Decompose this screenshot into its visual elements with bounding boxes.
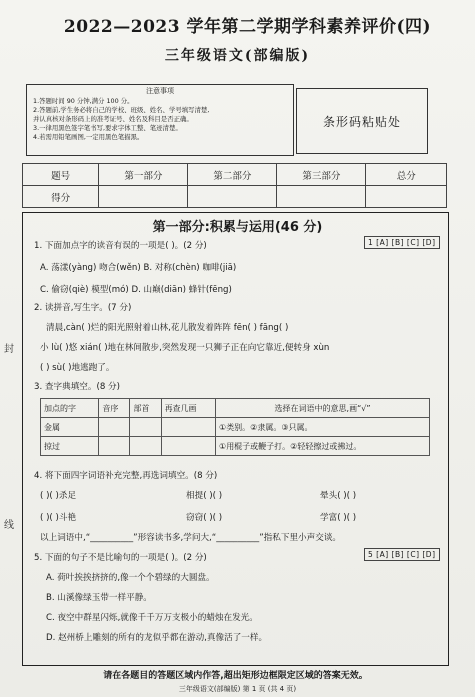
notice-box	[26, 84, 294, 156]
barcode-label: 条形码粘贴处	[322, 114, 401, 129]
score-cell[interactable]	[99, 186, 188, 208]
idiom-blank[interactable]: 窃窃( )( )	[186, 513, 223, 523]
notice-line: 3.一律用黑色签字笔书写,要求字体工整、笔迹清楚。	[33, 124, 182, 132]
notice-line: 并认真核对条形码上的准考证号、姓名及科目是否正确。	[33, 115, 193, 123]
seal-mark: 封	[4, 344, 14, 355]
q4-fill-sentence: 以上词语中,“__________”形容读书多,学问大,“__________”指私下里小声交谈。	[40, 533, 342, 543]
score-header: 第一部分	[99, 164, 188, 186]
score-cell[interactable]	[188, 186, 277, 208]
dict-cell[interactable]	[161, 418, 215, 437]
dict-cell[interactable]	[130, 437, 161, 456]
q2-line2: 小 lù( )悠 xián( )地在林间散步,突然发现一只狮子正在向它靠近,便转身 xùn	[40, 343, 330, 353]
notice-line: 2.答题前,学生务必将自己的学校、班级、姓名、学号填写清楚,	[33, 106, 210, 114]
q5-option-c: C. 夜空中群星闪烁,就像千千万万支极小的蜡烛在发光。	[46, 613, 258, 623]
q5-stem: 5. 下面的句子不是比喻句的一项是( )。(2 分)	[34, 553, 207, 563]
idiom-blank[interactable]: 晕头( )( )	[320, 491, 357, 501]
dictionary-table	[40, 398, 430, 456]
dict-header: 再查几画	[161, 399, 215, 418]
idiom-blank[interactable]: 相提( )( )	[186, 491, 223, 501]
dict-meaning: ①用棍子或鞭子打。②轻轻擦过或拂过。	[216, 437, 430, 456]
barcode-area	[296, 88, 428, 154]
q5-answer-box[interactable]: 5 [A] [B] [C] [D]	[364, 548, 440, 561]
section-title: 第一部分:积累与运用(46 分)	[152, 220, 323, 235]
dict-cell[interactable]	[130, 418, 161, 437]
q5-option-d: D. 赵州桥上雕刻的所有的龙似乎都在游动,真像活了一样。	[46, 633, 268, 643]
line-mark: 线	[4, 520, 14, 531]
score-header: 第二部分	[188, 164, 277, 186]
dict-cell[interactable]	[99, 437, 130, 456]
q2-line3: ( ) sù( )地逃跑了。	[40, 363, 115, 373]
answer-region-warning: 请在各题目的答题区域内作答,超出矩形边框限定区域的答案无效。	[103, 671, 368, 681]
q3-stem: 3. 查字典填空。(8 分)	[34, 382, 120, 392]
q1-options-row2: C. 偷窃(qiè) 模型(mó) D. 山巅(diān) 蜂针(fēng)	[40, 285, 232, 295]
notice-line: 4.若需用铅笔画图,一定用黑色笔描黑。	[33, 133, 144, 141]
dict-header: 部首	[130, 399, 161, 418]
idiom-blank[interactable]: 学富( )( )	[320, 513, 357, 523]
q5-option-b: B. 山溪像绿玉带一样平静。	[46, 593, 152, 603]
q4-stem: 4. 将下面四字词语补充完整,再选词填空。(8 分)	[34, 471, 218, 481]
score-row-label: 得分	[23, 186, 99, 208]
idiom-blank[interactable]: ( )( )杀足	[40, 491, 77, 501]
dict-cell[interactable]	[99, 418, 130, 437]
score-cell[interactable]	[366, 186, 447, 208]
notice-line: 1.答题时间 90 分钟,满分 100 分。	[33, 97, 134, 105]
q5-option-a: A. 荷叶挨挨挤挤的,像一个个碧绿的大圆盘。	[46, 573, 215, 583]
page-footer: 三年级语文(部编版) 第 1 页 (共 4 页)	[178, 685, 297, 693]
dict-word: 掠过	[41, 437, 99, 456]
dict-header: 选择在词语中的意思,画“√”	[216, 399, 430, 418]
q2-line1: 清晨,càn( )烂的阳光照射着山林,花儿散发着阵阵 fēn( ) fāng( )	[46, 323, 289, 333]
exam-subtitle: 三年级语文(部编版)	[164, 48, 311, 64]
dict-header: 音序	[99, 399, 130, 418]
notice-title: 注意事项	[146, 87, 174, 95]
q1-stem: 1. 下面加点字的读音有误的一项是( )。(2 分)	[34, 241, 207, 251]
q2-stem: 2. 读拼音,写生字。(7 分)	[34, 303, 132, 313]
dict-cell[interactable]	[161, 437, 215, 456]
dict-word: 金属	[41, 418, 99, 437]
exam-title: 2022—2023 学年第二学期学科素养评价(四)	[63, 17, 432, 37]
q1-answer-box[interactable]: 1 [A] [B] [C] [D]	[364, 236, 440, 249]
score-table	[22, 163, 447, 208]
idiom-blank[interactable]: ( )( )斗艳	[40, 513, 77, 523]
score-header: 题号	[23, 164, 99, 186]
dict-header: 加点的字	[41, 399, 99, 418]
score-header: 第三部分	[277, 164, 366, 186]
score-header: 总分	[366, 164, 447, 186]
q1-options-row1: A. 荡漾(yàng) 吻合(wěn) B. 对称(chèn) 咖啡(jiā)	[40, 263, 237, 273]
score-cell[interactable]	[277, 186, 366, 208]
dict-meaning: ①类别。②隶属。③只属。	[216, 418, 430, 437]
